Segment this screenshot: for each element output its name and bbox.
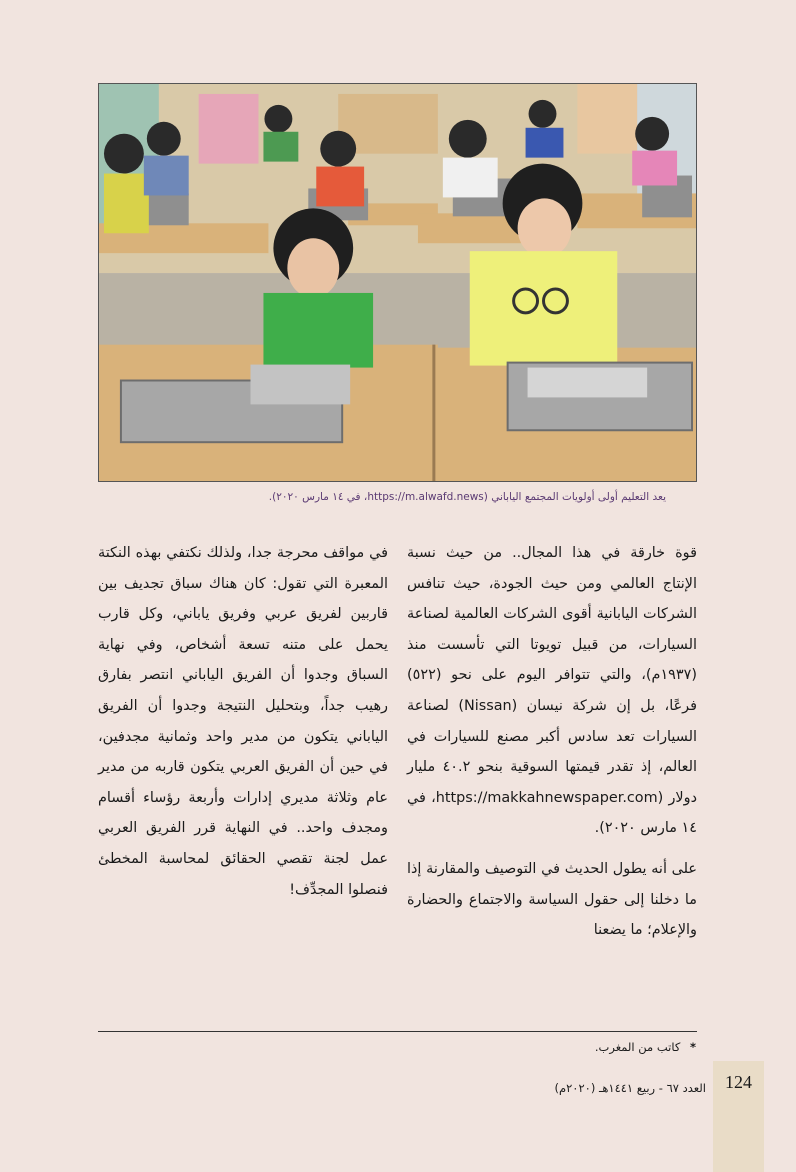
classroom-illustration	[99, 84, 696, 481]
paragraph: قوة خارقة في هذا المجال.. من حيث نسبة الإنتاج العالمي ومن حيث الجودة، حيث تنافس الشركات اليابانية أقوى الشركات العالمية لصناعة السيارات، من قبيل تويوتا التي تأسست منذ (١٩٣٧م)، والتي تتوافر اليوم على نحو (٥٢٢) فرعًا، بل إن شركة نيسان (Nissan) لصناعة السيارات تعد سادس أكبر مصنع للسيارات في العالم، إذ تقدر قيمتها السوقية بنحو ٤٠.٢ مليار دولار (https://makkahnewspaper.com، في ١٤ مارس ٢٠٢٠).	[407, 545, 697, 837]
issue-label: العدد ٦٧ - ربيع ١٤٤١هـ (٢٠٢٠م)	[554, 1081, 706, 1095]
footnote-text: كاتب من المغرب.	[594, 1040, 681, 1054]
footnote-divider	[98, 1031, 697, 1032]
paragraph: على أنه يطول الحديث في التوصيف والمقارنة إذا ما دخلنا إلى حقول السياسة والاجتماع والحضارة والإعلام؛ ما يضعنا	[407, 860, 697, 939]
article-column-left	[98, 538, 388, 905]
photo-caption: يعد التعليم أولى أولويات المجتمع الياباني (https://m.alwafd.news، في ١٤ مارس ٢٠٢٠).	[268, 491, 666, 503]
page-number: 124	[725, 1072, 752, 1092]
classroom-photo	[98, 83, 697, 482]
paragraph: في مواقف محرجة جدا، ولذلك نكتفي بهذه النكتة المعبرة التي تقول: كان هناك سباق تجديف بين قاربين لفريق عربي وفريق ياباني، وكل قارب يحمل على متنه تسعة أشخاص، وفي نهاية السباق وجدوا أن الفريق الياباني انتصر بفارق رهيب جداً، وبتحليل النتيجة وجدوا أن الفريق الياباني يتكون من مدير واحد وثمانية مجدفين، في حين أن الفريق العربي يتكون قاربه من مدير عام وثلاثة مديري إدارات وأربعة رؤساء أقسام ومجدف واحد.. في النهاية قرر الفريق العربي عمل لجنة تقصي الحقائق لمحاسبة المخطئ فنصلوا المجدِّف!	[98, 545, 388, 898]
footnote-marker: *	[689, 1040, 696, 1054]
author-footnote	[595, 1040, 696, 1054]
article-column-right	[407, 538, 697, 946]
